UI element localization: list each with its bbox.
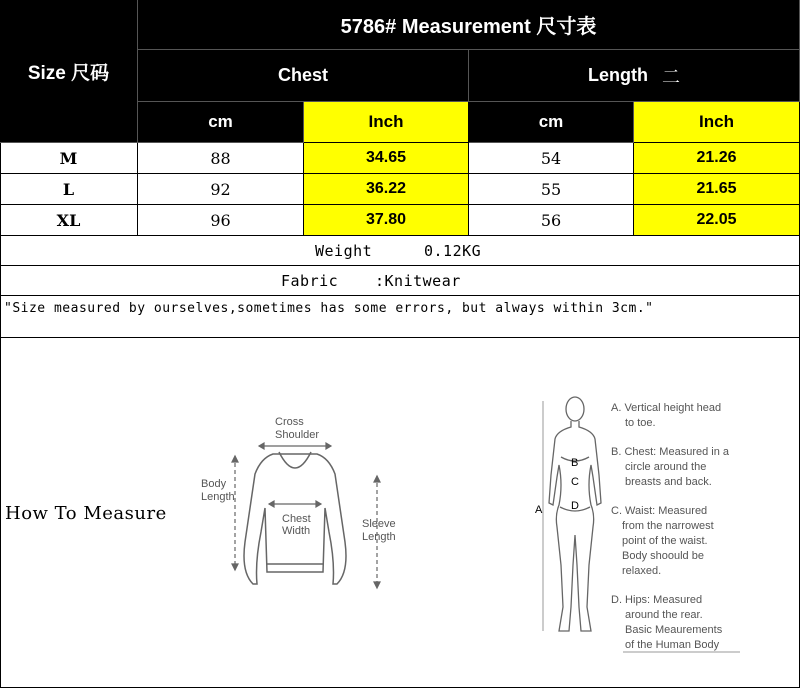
note-c-line-1: C. Waist: Measured [611,505,708,517]
figure-body-outline [549,421,601,631]
weight-value: 0.12KG [424,242,482,260]
size-cell-xl: XL [0,205,138,236]
length-cm-l: 55 [469,174,634,205]
note-d-line-1: D. Hips: Measured [611,594,703,606]
size-note: "Size measured by ourselves,sometimes has some errors, but always within 3cm." [4,301,654,316]
weight-row [0,236,800,266]
length-header [469,50,800,102]
chest-inch-l: 36.22 [304,174,469,205]
size-header: Size 尺码 [0,0,138,143]
marker-a: A [535,504,543,516]
note-c-line-5: relaxed. [622,565,662,577]
length-inch-l: 21.65 [634,174,800,205]
chest-width-arrow-right-head [316,501,321,507]
chest-cm-m: 88 [138,143,304,174]
chest-width-label-2: Width [282,525,311,537]
sleeve-length-arrow-bottom-head [374,582,380,588]
body-length-arrow-top-head [232,456,238,462]
length-header-label: Length [588,65,648,85]
note-row [0,296,800,338]
length-cm-header: cm [469,102,634,143]
chest-width-arrow-left-head [269,501,274,507]
note-d-line-4: of the Human Body [625,639,720,651]
cross-shoulder-label-1: Cross [275,416,304,428]
how-to-measure-label: How To Measure [5,503,167,524]
cross-shoulder-label-2: Shoulder [275,429,320,441]
fabric-label: Fabric [281,272,339,290]
chest-header: Chest [138,50,469,102]
note-c-line-3: point of the waist. [622,535,708,547]
length-inch-header: Inch [634,102,800,143]
chest-cm-xl: 96 [138,205,304,236]
marker-d: D [571,500,579,512]
length-inch-xl: 22.05 [634,205,800,236]
figure-head [566,397,584,421]
sleeve-length-label-1: Sleeve [362,518,396,530]
length-cm-xl: 56 [469,205,634,236]
chest-width-label-1: Chest [282,513,311,525]
table-title: 5786# Measurement 尺寸表 [138,0,800,50]
cross-shoulder-arrow-right-head [326,443,331,449]
chest-inch-m: 34.65 [304,143,469,174]
sweater-diagram [195,412,410,597]
body-length-label-1: Body [201,478,227,490]
length-cm-m: 54 [469,143,634,174]
fabric-row [0,266,800,296]
note-d-line-2: around the rear. [625,609,703,621]
length-header-glyph: 二 [662,66,680,87]
body-length-label-2: Length [201,491,235,503]
marker-c: C [571,476,579,488]
body-figure-diagram [535,395,745,655]
note-c-line-2: from the narrowest [622,520,714,532]
sleeve-length-arrow-top-head [374,476,380,482]
chest-cm-l: 92 [138,174,304,205]
size-cell-l: L [0,174,138,205]
note-b-line-1: B. Chest: Measured in a [611,446,730,458]
weight-label: Weight [315,242,373,260]
note-d-line-3: Basic Meaurements [625,624,723,636]
body-length-arrow-bottom-head [232,564,238,570]
note-b-line-3: breasts and back. [625,476,712,488]
chest-inch-xl: 37.80 [304,205,469,236]
note-c-line-4: Body shoould be [622,550,704,562]
length-inch-m: 21.26 [634,143,800,174]
sleeve-length-label-2: Length [362,531,396,543]
note-b-line-2: circle around the [625,461,707,473]
marker-b: B [571,457,579,469]
note-a-line-2: to toe. [625,417,656,429]
fabric-value: :Knitwear [375,272,461,290]
chest-cm-header: cm [138,102,304,143]
size-cell-m: M [0,143,138,174]
chest-inch-header: Inch [304,102,469,143]
note-a-line-1: A. Vertical height head [611,402,722,414]
cross-shoulder-arrow-left-head [259,443,264,449]
